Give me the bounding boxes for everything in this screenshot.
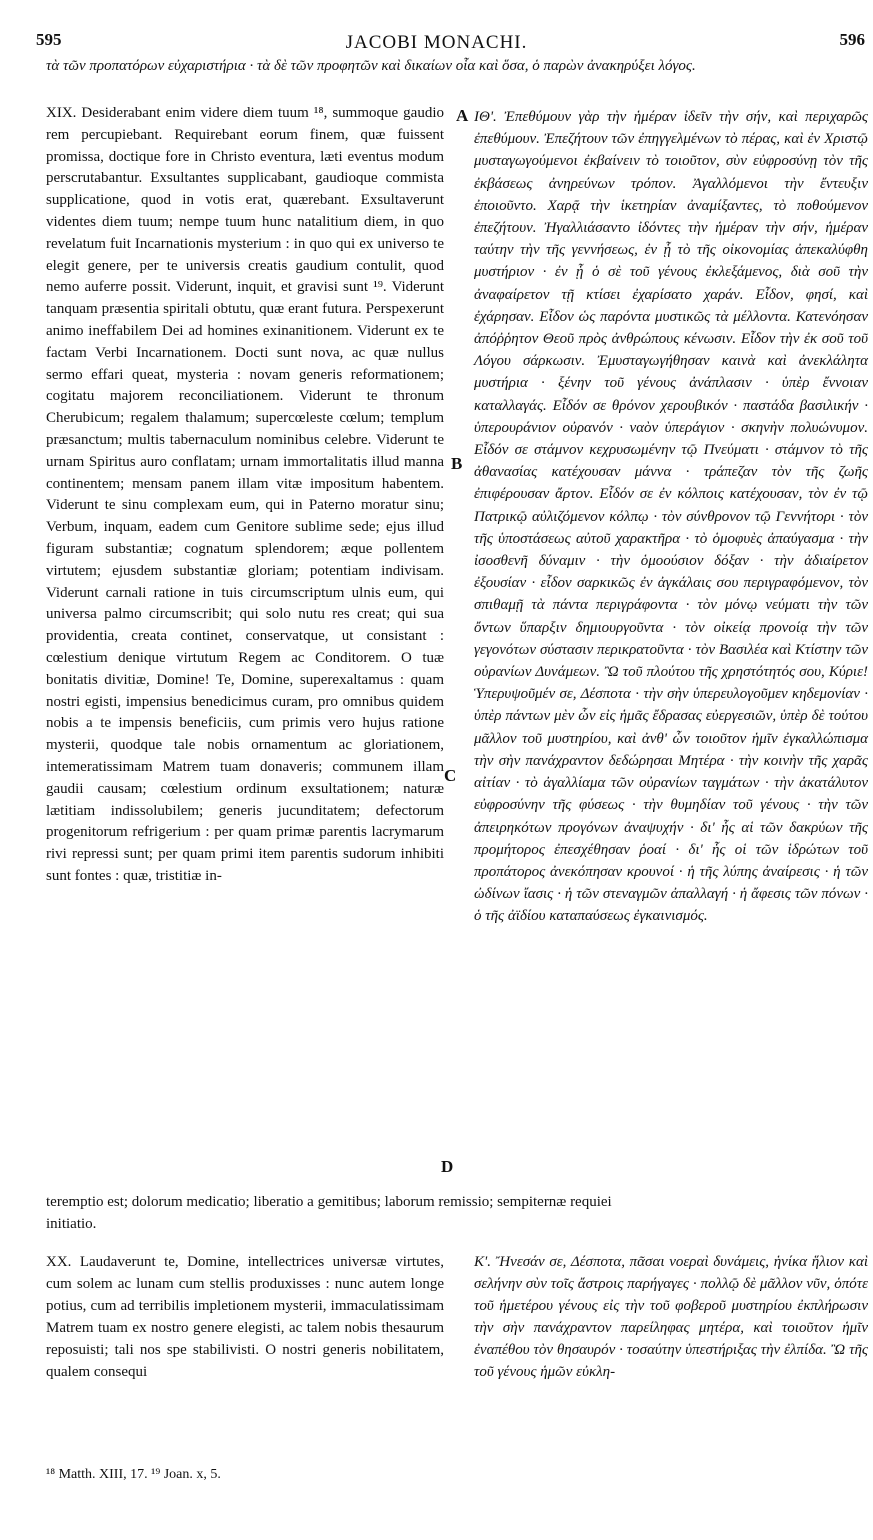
latin-column-section-19 [46,103,444,888]
margin-marker-d: D [441,1157,454,1176]
latin-paragraph-20: XX. Laudaverunt te, Domine, intellectrices universæ virtutes, cum solem ac lunam cum stellis produxisses : nunc autem longe potius, cum ad terribilis impletionem mysterii, immaculatissimam Matrem tuam ex nostro genere elegisti, ac talem nobis thesaurum reposuisti; tali nos spe stabilivisti. O nostri generis nobilitatem, qualem consequi [46,1254,444,1380]
greek-paragraph-19: ΙΘ'. Ἐπεθύμουν γὰρ τὴν ἡμέραν ἰδεῖν τὴν σήν, καὶ περιχαρῶς ἐπεθύμουν. Ἐπεζήτουν τῶν ἐπηγγελμένων τὸ πέρας, καὶ ἐν Χριστῷ μυσταγωγούμενοι ἐκβαίνειν τὸ τοιοῦτον, σὺν εὐφροσύνῃ τὸν τῆς ἐκβάσεως ἀνηρεύνων τρόπον. Ἀγαλλόμενοι τὴν ἔντευξιν ἐποιοῦντο. Χαρᾷ τὴν ἱκετηρίαν ἀναμίξαντες, τὸ ποθούμενον ἐπεζήτουν. Ἠγαλλιάσαντο ἰδόντες τὴν ἡμέραν τὴν σήν, ἡμέραν ταύτην τὴν τῆς γεννήσεως, ἐν ᾗ τὸ τῆς οἰκονομίας ἀπεκαλύφθη μυστήριον · ἐν ᾗ ὁ σὲ τοῦ γένους ἐκλεξάμενος, διὰ σοῦ τὴν ἀναφαίρετον τῇ κτίσει ἐχαρίσατο χαράν. Εἶδον, φησί, καὶ ἐχάρησαν. Εἶδον ὡς παρόντα μυστικῶς τὰ μέλλοντα. Κατενόησαν ἀπόῤῥητον Θεοῦ πρὸς ἀνθρώπους κένωσιν. Εἶδον τὴν ἐκ σοῦ τοῦ Λόγου σάρκωσιν. Ἐμυσταγωγήθησαν καινὰ καὶ ἀνεκλάλητα μυστήρια · ξένην τοῦ γένους ἀνάπλασιν · ὑπὲρ ἔννοιαν καταλλαγάς. Εἶδόν σε θρόνον χερουβικόν · παστάδα βασιλικήν · ὑπερουράνιον οὐρανόν · ναὸν ὑπεράγιον · σκηνὴν πολυώνυμον. Εἶδόν σε στάμνον κεχρυσωμένην τῷ Πνεύματι · στάμνον τὸ τῆς ἀθανασίας κατέχουσαν μάννα · τράπεζαν τὸν τῆς ζωῆς ἐπιφέρουσαν ἄρτον. Εἶδόν σε ἐν κόλποις κατέχουσαν, τὸν ἐν τῷ Πατρικῷ αὐλιζόμενον κόλπῳ · τὸν σύνθρονον τῷ Γεννήτορι · τὸν τῆς ὑποστάσεως αὐτοῦ χαρακτῆρα · τὸ ὁμοφυὲς ἀπαύγασμα · τὴν ἰσοσθενῆ δύναμιν · τὴν ὁμοούσιον δόξαν · τὴν ἀδιαίρετον ἐξουσίαν · εἶδον σαρκικῶς ἐν ἀγκάλαις σου περιγραφόμενον, τὸν σπιθαμῇ τὰ πάντα περιγράφοντα · τὸν μόνῳ νεύματι τὴν τῶν ὄντων ὕπαρξιν δημιουργοῦντα · τὸν οἰκείᾳ προνοίᾳ τὴν τῶν γεγονότων σύστασιν περικρατοῦντα · τὸν Βασιλέα καὶ Κτίστην τῶν οὐρανίων Δυνάμεων. Ὢ τοῦ πλούτου τῆς χρηστότητός σου, Κύριε! Ὑπερυψοῦμέν σε, Δέσποτα · τὴν σὴν ὑπερευλογοῦμεν κηδεμονίαν · ὑπὲρ πάντων μὲν ὧν εἰς ἡμᾶς ἔδρασας εὐεργεσιῶν, ὑπὲρ δὲ τούτου μᾶλλον τοῦ μυστηρίου, καὶ ἀνθ' ὧν τοιοῦτον ἡμῖν ἐγκαλλώπισμα τὴν σὴν πανάχραντον δεδώρησαι Μητέρα · τὴν κοινὴν τῆς χαρᾶς αἰτίαν · τὸ ἀγαλλίαμα τῶν οὐρανίων ταγμάτων · τὴν ἀκατάλυτον εὐφροσύνην τῆς φύσεως · τὴν θυμηδίαν τοῦ γένους · τὴν τῶν ἀπειρηκότων προγόνων ἀναψυχήν · δι' ἧς αἱ τῶν δακρύων τῆς προμήτορος ἐπεσχέθησαν ῥοαί · δι' ἧς οἱ τῶν ἱδρώτων τοῦ προπάτορος ἀνεκόπησαν κρουνοί · ἡ τῆς λύπης ἀναίρεσις · ἡ τῶν ὠδίνων ἴασις · ἡ τῶν στεναγμῶν ἀπαλλαγή · ἡ ἄφεσις τῶν πόνων · ὁ τῆς ἀϊδίου καταπαύσεως ἐγκαινισμός. [474,109,868,925]
page-header [0,30,873,54]
latin-full-line-2: initiatio. [46,1216,97,1232]
page-number-left: 595 [36,30,62,49]
margin-marker-a: A [456,106,469,125]
latin-paragraph-19: XIX. Desiderabant enim videre diem tuum ¹⁸, summoque gaudio rem percupiebant. Requirebant eorum finem, quæ fuissent promissa, doctique fore in Christo eventura, læti eventus modum perscrutabantur. Exsultantes supplicabant, gaudioque commista supplicatione, quod in votis erat, quærebant. Exsultaverunt videntes diem tuum; nempe tuum hunc natalitium diem, in quo revelatum fuit Incarnationis mysterium : in quo qui ex universo te elegit genere, per te universis creatis gaudium contulit, quod nemo auferre possit. Viderunt, inquit, et gravisi sunt ¹⁹. Viderunt tanquam præsentia spiritali obtutu, quæ erant futura. Perspexerunt animo ineffabilem Dei ad homines exinanitionem. Viderunt ex te factam Verbi Incarnationem. Docti sunt nova, ac quæ nullus sermo effari queat, mysteria : novam generis reformationem; cogitatu majorem reconciliationem. Viderunt te thronum Cherubicum; regalem thalamum; supercœleste cœlum; templum præsanctum; multis tabernaculum nominibus celebre. Viderunt te urnam Spiritus auro conflatam; urnam immortalitatis illud manna continentem; mensam panem illam vitæ impositum habentem. Viderunt te sinu complexam eum, qui in Paterno moratur sinu; Verbum, inquam, eadem cum Genitore sublime sede; ejus illud figuram substantiæ; cognatum splendorem; æque pollentem virtutem; ejusdem substantiæ gloriam; potentiam indivisam. Viderunt carnali ratione in tuis circumscriptum ulnis eum, qui universa palmo circumscribit; qui solo nutu res creat; qui sua providentia, creata continet, conservatque, ut consistant : cœlestium denique virtutum Regem ac Conditorem. O tuæ bonitatis divitiæ, Domine! Te, Domine, superexaltamus : quam nostri egisti, impensius benedicimus curam, pro omnibus quidem nobis a te impensis beneficiis, cum primis vero hujus ratione mysterii, quodque tale nobis ornamentum ac gloriationem, intemeratissimam Matrem tuam donaveris; communem illam gaudii causam; cœlestium ordinum exsultationem; naturæ lætitiam indissolubilem; generis jucunditatem; defectorum progenitorum refrigerium : per quam primæ parentis lacrymarum rivi repressi sunt; per quam primi item parentis sudorum inhibiti sunt fontes : quæ, tristitiæ in- [46,105,444,884]
running-title: JACOBI MONACHI. [345,32,528,53]
latin-full-width-continuation [46,1191,868,1235]
greek-column-section-19 [474,106,868,928]
greek-paragraph-20: Κ'. Ἤνεσάν σε, Δέσποτα, πᾶσαι νοεραὶ δυνάμεις, ἡνίκα ἥλιον καὶ σελήνην σὺν τοῖς ἄστροις παρήγαγες · πολλῷ δὲ μᾶλλον νῦν, ὁπότε τοῦ ἡμετέρου γένους εἰς τὴν τοῦ φοβεροῦ μυστηρίου ἐκπλήρωσιν τὴν σὴν πανάχραντον παρείληφας μητέρα, καὶ τοιοῦτον ἡμῖν ἐναπέθου τὸν θησαυρόν · τοσαύτην ὑπεστήριξας τὴν ἐλπίδα. Ὢ τῆς τοῦ γένους ἡμῶν εὐκλη- [474,1254,868,1380]
greek-column-section-20 [474,1251,868,1383]
latin-full-line-1: teremptio est; dolorum medicatio; liberatio a gemitibus; laborum remissio; sempiternæ requiei [46,1194,612,1210]
margin-marker-c: C [444,766,457,785]
footnotes: ¹⁸ Matth. XIII, 17. ¹⁹ Joan. x, 5. [46,1467,221,1482]
greek-continuation-line: τὰ τῶν προπατόρων εὐχαριστήρια · τὰ δὲ τῶν προφητῶν καὶ δικαίων οἷα καὶ ὅσα, ὁ παρὼν ἀνακηρύξει λόγος. [46,58,696,74]
margin-marker-b: B [451,454,463,473]
latin-column-section-20 [46,1251,444,1383]
page-number-right: 596 [839,30,865,49]
